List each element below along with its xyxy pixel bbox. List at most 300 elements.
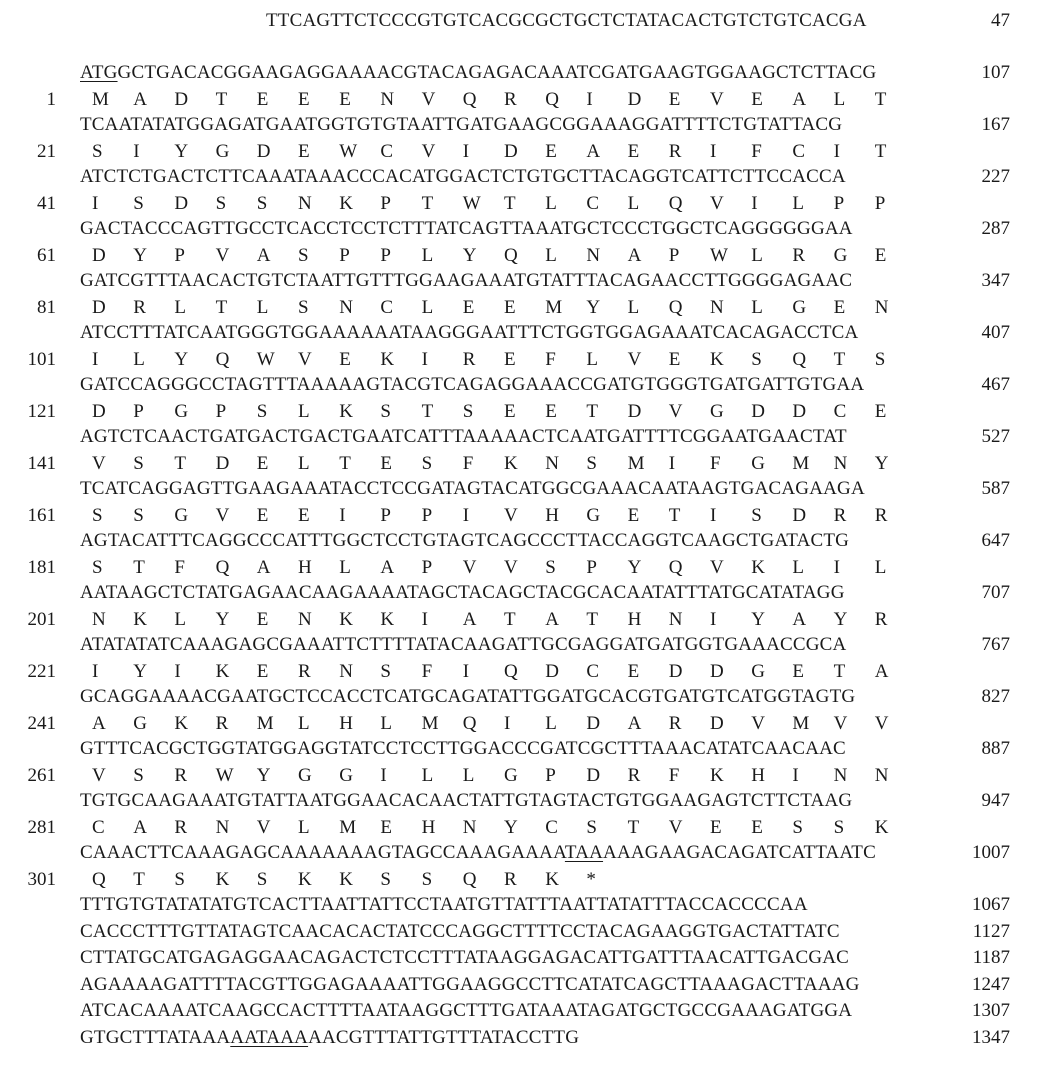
amino-acid-residue: V <box>710 89 724 110</box>
nucleotide-position: 107 <box>981 62 1010 83</box>
nucleotide-position: 1247 <box>972 973 1010 995</box>
amino-acid-residue: I <box>92 661 99 682</box>
amino-acid-residue: R <box>133 297 146 318</box>
amino-acid-residue: E <box>380 817 392 838</box>
nucleotide-position: 407 <box>981 322 1010 343</box>
residue-position: 141 <box>27 453 56 474</box>
amino-acid-residue: L <box>421 297 434 318</box>
amino-acid-residue: K <box>215 661 230 682</box>
amino-acid-residue: V <box>462 557 477 578</box>
amino-acid-residue: A <box>92 713 106 734</box>
dna-segment: AAAGAAGACAGATCATTAATC <box>603 842 876 863</box>
amino-acid-residue: E <box>668 349 681 370</box>
amino-acid-residue: L <box>792 193 804 214</box>
amino-acid-residue: E <box>627 141 640 162</box>
dna-sequence-line: ATCTCTGACTCTTCAAATAAACCCACATGGACTCTGTGCTTACAGGTCATTCTTCCACCA <box>80 166 846 187</box>
residue-position: 181 <box>27 557 56 578</box>
amino-acid-residue: T <box>215 89 228 110</box>
amino-acid-residue: D <box>174 89 189 110</box>
amino-acid-residue: P <box>421 557 433 578</box>
amino-acid-residue: S <box>92 141 103 162</box>
amino-acid-residue: E <box>751 817 763 838</box>
amino-acid-residue: E <box>545 401 557 422</box>
amino-acid-residue: S <box>380 869 391 890</box>
amino-acid-residue: L <box>545 193 557 214</box>
amino-acid-residue: T <box>874 89 887 110</box>
amino-acid-residue: N <box>668 609 683 630</box>
amino-acid-residue: L <box>627 193 640 214</box>
amino-acid-residue: K <box>339 609 353 630</box>
amino-acid-residue: G <box>174 505 189 526</box>
amino-acid-residue: * <box>586 869 596 890</box>
dna-sequence-line <box>80 1027 579 1049</box>
amino-acid-residue: P <box>380 245 391 266</box>
residue-position: 221 <box>27 661 56 682</box>
amino-acid-residue: V <box>504 505 518 526</box>
amino-acid-residue: L <box>298 401 310 422</box>
amino-acid-residue: R <box>874 505 888 526</box>
amino-acid-residue: A <box>133 817 147 838</box>
dna-sequence-line: TGTGCAAGAAATGTATTAATGGAACACAACTATTGTAGTACTGTGGAAGAGTCTTCTAAG <box>80 790 853 811</box>
amino-acid-residue: C <box>792 141 806 162</box>
dna-segment: GTGCTTTATAAA <box>80 1026 231 1048</box>
residue-position: 81 <box>37 297 56 318</box>
amino-acid-residue: N <box>874 765 889 786</box>
nucleotide-position: 767 <box>981 634 1010 655</box>
nucleotide-position: 887 <box>981 738 1010 759</box>
amino-acid-residue: E <box>298 141 310 162</box>
amino-acid-residue: I <box>710 141 717 162</box>
amino-acid-residue: I <box>174 661 181 682</box>
amino-acid-residue: N <box>874 297 889 318</box>
amino-acid-residue: S <box>133 193 144 214</box>
amino-acid-residue: W <box>462 193 481 214</box>
amino-acid-residue: N <box>215 817 230 838</box>
amino-acid-residue: E <box>751 89 763 110</box>
amino-acid-residue: C <box>586 661 600 682</box>
nucleotide-position: 1347 <box>972 1026 1010 1048</box>
amino-acid-residue: A <box>792 609 807 630</box>
amino-acid-residue: T <box>874 141 887 162</box>
amino-acid-residue: L <box>256 297 269 318</box>
amino-acid-residue: A <box>256 557 271 578</box>
amino-acid-residue: S <box>256 869 268 890</box>
amino-acid-residue: N <box>298 609 312 630</box>
amino-acid-residue: A <box>462 609 477 630</box>
amino-acid-residue: Y <box>174 349 189 370</box>
amino-acid-residue: A <box>792 89 807 110</box>
nucleotide-position: 1127 <box>972 920 1010 942</box>
nucleotide-position: 1007 <box>972 842 1010 863</box>
amino-acid-residue: T <box>339 453 351 474</box>
amino-acid-residue: I <box>92 193 99 214</box>
nucleotide-position: 947 <box>981 790 1010 811</box>
amino-acid-residue: M <box>421 713 439 734</box>
residue-position: 61 <box>37 245 56 266</box>
amino-acid-residue: R <box>792 245 806 266</box>
amino-acid-residue: C <box>586 193 600 214</box>
dna-sequence-line: TTTGTGTATATATGTCACTTAATTATTCCTAATGTTATTTAATTATATTTACCACCCCAA <box>80 894 808 915</box>
amino-acid-residue: T <box>504 609 516 630</box>
dna-sequence-line: CACCCTTTGTTATAGTCAACACACTATCCCAGGCTTTTCCTACAGAAGGTGACTATTATC <box>80 920 840 942</box>
amino-acid-residue: K <box>874 817 889 838</box>
amino-acid-residue: Q <box>545 89 559 110</box>
amino-acid-residue: D <box>174 193 189 214</box>
amino-acid-residue: K <box>298 869 312 890</box>
amino-acid-residue: E <box>792 661 804 682</box>
amino-acid-residue: P <box>586 557 597 578</box>
amino-acid-residue: G <box>504 765 518 786</box>
amino-acid-residue: N <box>339 297 353 318</box>
amino-acid-residue: L <box>380 713 392 734</box>
amino-acid-residue: N <box>586 245 601 266</box>
amino-acid-residue: P <box>668 245 680 266</box>
nucleotide-position: 587 <box>981 478 1010 499</box>
amino-acid-residue: Q <box>792 349 807 370</box>
amino-acid-residue: T <box>627 817 640 838</box>
amino-acid-residue: V <box>627 349 642 370</box>
amino-acid-residue: E <box>668 89 681 110</box>
amino-acid-residue: T <box>133 557 145 578</box>
residue-position: 121 <box>27 401 56 422</box>
dna-sequence-line: AGTCTCAACTGATGACTGACTGAATCATTTAAAAACTCAATGATTTTCGGAATGAACTAT <box>80 426 847 447</box>
amino-acid-residue: D <box>792 401 807 422</box>
amino-acid-residue: K <box>174 713 189 734</box>
amino-acid-residue: A <box>874 661 889 682</box>
amino-acid-residue: D <box>92 245 106 266</box>
amino-acid-residue: W <box>339 141 358 162</box>
dna-segment: AACGTTTATTGTTTATACCTTG <box>308 1026 580 1048</box>
amino-acid-residue: Q <box>668 557 683 578</box>
nucleotide-position: 1067 <box>972 894 1010 915</box>
nucleotide-position: 647 <box>981 530 1010 551</box>
dna-sequence-line: AGTACATTTCAGGCCCATTTGGCTCCTGTAGTCAGCCCTTACCAGGTCAAGCTGATACTG <box>80 530 850 551</box>
amino-acid-residue: D <box>504 141 518 162</box>
amino-acid-residue: K <box>710 349 724 370</box>
amino-acid-residue: V <box>504 557 518 578</box>
amino-acid-residue: Y <box>462 245 477 266</box>
amino-acid-residue: I <box>339 505 346 526</box>
amino-acid-residue: T <box>833 661 846 682</box>
amino-acid-residue: W <box>710 245 728 266</box>
amino-acid-residue: E <box>874 245 887 266</box>
amino-acid-residue: F <box>710 453 721 474</box>
amino-acid-residue: M <box>92 89 109 110</box>
amino-acid-residue: I <box>462 661 470 682</box>
amino-acid-residue: K <box>380 609 395 630</box>
amino-acid-residue: L <box>627 297 640 318</box>
amino-acid-residue: E <box>627 505 640 526</box>
amino-acid-residue: Q <box>504 661 518 682</box>
amino-acid-residue: V <box>215 505 230 526</box>
amino-acid-residue: L <box>586 349 598 370</box>
amino-acid-residue: G <box>339 765 353 786</box>
nucleotide-position: 167 <box>981 114 1010 135</box>
residue-position: 21 <box>37 141 56 162</box>
amino-acid-residue: P <box>380 505 391 526</box>
amino-acid-residue: L <box>174 609 186 630</box>
amino-acid-residue: G <box>174 401 189 422</box>
amino-acid-residue: L <box>298 817 310 838</box>
amino-acid-residue: F <box>462 453 474 474</box>
amino-acid-residue: P <box>339 245 350 266</box>
amino-acid-residue: L <box>133 349 145 370</box>
amino-acid-residue: D <box>627 89 642 110</box>
dna-sequence-line: TCAATATATGGAGATGAATGGTGTGTAATTGATGAAGCGGAAAGGATTTTCTGTATTACG <box>80 114 843 135</box>
amino-acid-residue: Q <box>462 869 477 890</box>
nucleotide-position: 1187 <box>972 947 1010 968</box>
amino-acid-residue: T <box>586 609 598 630</box>
amino-acid-residue: Y <box>174 141 189 162</box>
amino-acid-residue: M <box>792 453 810 474</box>
amino-acid-residue: G <box>833 245 848 266</box>
amino-acid-residue: I <box>421 349 428 370</box>
amino-acid-residue: S <box>92 557 103 578</box>
amino-acid-residue: L <box>174 297 186 318</box>
nucleotide-position: 527 <box>981 426 1010 447</box>
amino-acid-residue: E <box>339 89 351 110</box>
amino-acid-residue: H <box>339 713 353 734</box>
amino-acid-residue: E <box>462 297 475 318</box>
amino-acid-residue: M <box>545 297 563 318</box>
amino-acid-residue: F <box>668 765 680 786</box>
amino-acid-residue: V <box>92 765 106 786</box>
amino-acid-residue: Q <box>215 349 230 370</box>
amino-acid-residue: S <box>215 193 227 214</box>
amino-acid-residue: H <box>545 505 559 526</box>
amino-acid-residue: T <box>504 193 516 214</box>
amino-acid-residue: D <box>586 765 601 786</box>
amino-acid-residue: Y <box>133 245 147 266</box>
amino-acid-residue: K <box>380 349 395 370</box>
amino-acid-residue: C <box>92 817 105 838</box>
amino-acid-residue: D <box>545 661 559 682</box>
amino-acid-residue: N <box>833 765 848 786</box>
amino-acid-residue: E <box>504 401 516 422</box>
amino-acid-residue: H <box>298 557 312 578</box>
amino-acid-residue: S <box>133 765 144 786</box>
dna-sequence-line: ATCACAAAATCAAGCCACTTTTAATAAGGCTTTGATAAATAGATGCTGCCGAAAGATGGA <box>80 1000 853 1021</box>
amino-acid-residue: A <box>380 557 395 578</box>
amino-acid-residue: I <box>710 609 717 630</box>
amino-acid-residue: F <box>421 661 433 682</box>
amino-acid-residue: E <box>339 349 351 370</box>
amino-acid-residue: F <box>174 557 185 578</box>
amino-acid-residue: D <box>256 141 271 162</box>
nucleotide-position: 467 <box>981 374 1010 395</box>
amino-acid-residue: D <box>710 661 724 682</box>
amino-acid-residue: P <box>545 765 556 786</box>
amino-acid-residue: P <box>874 193 886 214</box>
amino-acid-residue: L <box>833 89 846 110</box>
amino-acid-residue: M <box>256 713 274 734</box>
amino-acid-residue: A <box>586 141 601 162</box>
amino-acid-residue: R <box>874 609 888 630</box>
amino-acid-residue: T <box>421 401 434 422</box>
amino-acid-residue: Y <box>586 297 601 318</box>
amino-acid-residue: R <box>504 869 517 890</box>
amino-acid-residue: A <box>256 245 271 266</box>
amino-acid-residue: G <box>215 141 230 162</box>
dna-sequence-rest: GCTGACACGGAAGAGGAAAACGTACAGAGACAAATCGATGAAGTGGAAGCTCTTACG <box>117 62 877 83</box>
amino-acid-residue: S <box>256 401 268 422</box>
amino-acid-residue: V <box>298 349 312 370</box>
dna-sequence-line: CTTATGCATGAGAGGAACAGACTCTCCTTTATAAGGAGACATTGATTTAACATTGACGAC <box>80 947 850 968</box>
amino-acid-residue: T <box>668 505 681 526</box>
amino-acid-residue: D <box>627 401 642 422</box>
amino-acid-residue: W <box>256 349 275 370</box>
amino-acid-residue: R <box>504 89 517 110</box>
amino-acid-residue: A <box>545 609 559 630</box>
amino-acid-residue: S <box>792 817 803 838</box>
amino-acid-residue: S <box>462 401 474 422</box>
nucleotide-position: 347 <box>981 270 1010 291</box>
amino-acid-residue: N <box>710 297 724 318</box>
amino-acid-residue: S <box>421 869 433 890</box>
amino-acid-residue: T <box>215 297 228 318</box>
amino-acid-residue: I <box>380 765 387 786</box>
amino-acid-residue: S <box>751 505 762 526</box>
amino-acid-residue: D <box>751 401 765 422</box>
amino-acid-residue: N <box>92 609 106 630</box>
amino-acid-residue: L <box>421 245 434 266</box>
amino-acid-residue: E <box>256 89 269 110</box>
amino-acid-residue: I <box>462 141 470 162</box>
amino-acid-residue: D <box>586 713 601 734</box>
amino-acid-residue: V <box>710 557 724 578</box>
dna-sequence-line: GACTACCCAGTTGCCTCACCTCCTCTTTATCAGTTAAATGCTCCCTGGCTCAGGGGGGAA <box>80 218 853 239</box>
amino-acid-residue: L <box>421 765 434 786</box>
amino-acid-residue: E <box>627 661 640 682</box>
residue-position: 261 <box>27 765 56 786</box>
amino-acid-residue: K <box>339 401 353 422</box>
amino-acid-residue: C <box>380 141 394 162</box>
amino-acid-residue: S <box>751 349 762 370</box>
amino-acid-residue: G <box>792 297 807 318</box>
amino-acid-residue: G <box>710 401 724 422</box>
amino-acid-residue: K <box>751 557 765 578</box>
dna-segment: CAAACTTCAAAGAGCAAAAAAAGTAGCCAAAGAAAA <box>80 842 565 863</box>
amino-acid-residue: M <box>627 453 645 474</box>
amino-acid-residue: R <box>627 765 641 786</box>
amino-acid-residue: V <box>421 141 436 162</box>
residue-position: 281 <box>27 817 56 838</box>
amino-acid-residue: S <box>380 661 391 682</box>
residue-position: 201 <box>27 609 56 630</box>
nucleotide-position: 47 <box>991 10 1010 31</box>
amino-acid-residue: E <box>710 817 722 838</box>
amino-acid-residue: S <box>174 869 185 890</box>
amino-acid-residue: D <box>710 713 724 734</box>
amino-acid-residue: K <box>504 453 518 474</box>
amino-acid-residue: A <box>627 245 642 266</box>
nucleotide-position: 1307 <box>972 1000 1010 1021</box>
amino-acid-residue: S <box>833 817 845 838</box>
amino-acid-residue: I <box>421 609 428 630</box>
amino-acid-residue: N <box>462 817 477 838</box>
amino-acid-residue: R <box>174 817 188 838</box>
amino-acid-residue: L <box>298 453 310 474</box>
amino-acid-residue: I <box>462 505 470 526</box>
amino-acid-residue: V <box>421 89 436 110</box>
amino-acid-residue: D <box>792 505 807 526</box>
dna-sequence-line: AATAAGCTCTATGAGAACAAGAAAATAGCTACAGCTACGCACAATATTTATGCATATAGG <box>80 582 845 603</box>
amino-acid-residue: P <box>215 401 227 422</box>
amino-acid-residue: C <box>545 817 558 838</box>
motif-underlined: TAA <box>564 842 604 863</box>
amino-acid-residue: Q <box>215 557 230 578</box>
dna-sequence-line <box>80 842 876 864</box>
amino-acid-residue: E <box>545 141 557 162</box>
amino-acid-residue: S <box>380 401 391 422</box>
amino-acid-residue: C <box>833 401 847 422</box>
amino-acid-residue: Y <box>751 609 765 630</box>
nucleotide-position: 707 <box>981 582 1010 603</box>
amino-acid-residue: E <box>833 297 846 318</box>
amino-acid-residue: H <box>627 609 642 630</box>
nucleotide-position: 827 <box>981 686 1010 707</box>
amino-acid-residue: Q <box>462 89 477 110</box>
amino-acid-residue: T <box>421 193 434 214</box>
amino-acid-residue: I <box>92 349 99 370</box>
residue-position: 161 <box>27 505 56 526</box>
amino-acid-residue: N <box>545 453 559 474</box>
amino-acid-residue: E <box>256 505 269 526</box>
amino-acid-residue: P <box>421 505 433 526</box>
amino-acid-residue: D <box>215 453 230 474</box>
amino-acid-residue: E <box>298 89 310 110</box>
amino-acid-residue: Q <box>504 245 518 266</box>
amino-acid-residue: L <box>545 713 557 734</box>
amino-acid-residue: R <box>833 505 847 526</box>
amino-acid-residue: Y <box>504 817 518 838</box>
amino-acid-residue: D <box>92 401 106 422</box>
amino-acid-residue: Q <box>668 193 683 214</box>
amino-acid-residue: E <box>256 453 269 474</box>
amino-acid-residue: L <box>792 557 804 578</box>
start-codon: ATG <box>80 62 118 83</box>
amino-acid-residue: I <box>586 89 593 110</box>
amino-acid-residue: S <box>586 817 597 838</box>
amino-acid-residue: G <box>586 505 601 526</box>
amino-acid-residue: G <box>751 661 765 682</box>
amino-acid-residue: M <box>339 817 357 838</box>
amino-acid-residue: E <box>504 349 516 370</box>
amino-acid-residue: V <box>833 713 848 734</box>
amino-acid-residue: L <box>545 245 557 266</box>
dna-sequence-line: TTCAGTTCTCCCGTGTCACGCGCTGCTCTATACACTGTCTGTCACGA <box>266 10 867 31</box>
amino-acid-residue: K <box>339 193 353 214</box>
amino-acid-residue: Q <box>462 713 477 734</box>
amino-acid-residue: P <box>174 245 185 266</box>
dna-sequence-line: AGAAAAGATTTTACGTTGGAGAAAATTGGAAGGCCTTCATATCAGCTTAAAGACTTAAAG <box>80 973 860 995</box>
residue-position: 301 <box>27 869 56 890</box>
amino-acid-residue: I <box>751 193 758 214</box>
amino-acid-residue: F <box>751 141 762 162</box>
amino-acid-residue: V <box>215 245 230 266</box>
nucleotide-position: 227 <box>981 166 1010 187</box>
amino-acid-residue: L <box>462 765 475 786</box>
amino-acid-residue: G <box>751 453 765 474</box>
amino-acid-residue: P <box>833 193 845 214</box>
amino-acid-residue: V <box>874 713 889 734</box>
amino-acid-residue: I <box>833 141 840 162</box>
amino-acid-residue: Y <box>627 557 642 578</box>
amino-acid-residue: I <box>792 765 799 786</box>
amino-acid-residue: I <box>668 453 676 474</box>
amino-acid-residue: E <box>874 401 887 422</box>
amino-acid-residue: Y <box>833 609 848 630</box>
